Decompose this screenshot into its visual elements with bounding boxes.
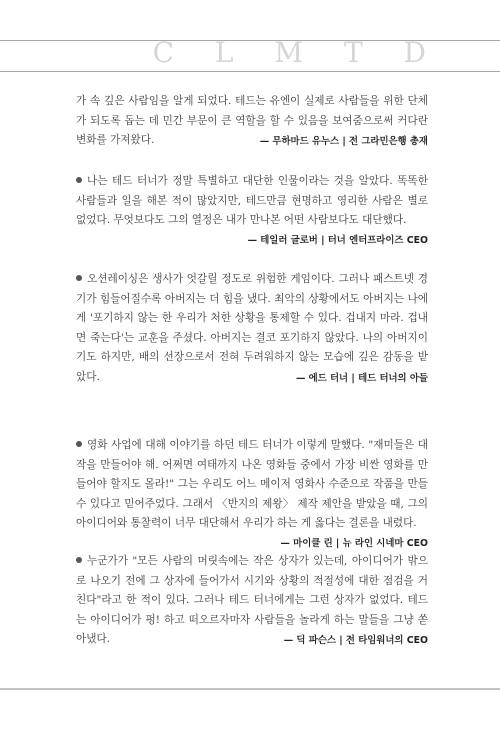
quote-block-5 (76, 552, 428, 648)
quote-text-3: 오션레이싱은 생사가 엇갈릴 정도로 위험한 게임이다. 그러나 패스트넷 경기가 힘들어질수록 아버지는 더 힘을 냈다. 최악의 상황에서도 아버지는 나에게 '포기하지 않는 한 우리가 처한 상황을 통제할 수 있다. 겁내지 마라. 겁내면 죽는다'는 교훈을 주셨다. 아버지는 결코 포기하지 않았다. 나의 아버지이기도 하지만, 배의 선장으로서 전혀 두려워하지 않는 모습에 깊은 감동을 받았다. (76, 273, 428, 383)
quote-block-3 (76, 270, 428, 386)
quote-text-4: 영화 사업에 대해 이야기를 하던 테드 터너가 이렇게 말했다. "재미들은 대작을 만들어야 해. 어쩌면 여태까지 나온 영화들 중에서 가장 비싼 영화를 만들어야 할지도 몰라!" 그는 우리도 어느 메이저 영화사 수준으로 작품을 만들 수 있다고 믿어주었다. 그래서 〈반지의 제왕〉 제작 제안을 받았을 때, 그의 아이디어와 통찰력이 너무 대단해서 우리가 하는 게 옳다는 결론을 내렸다. (76, 439, 428, 530)
quote-attribution-2: — 테일러 글로버 | 터너 엔터프라이즈 CEO (247, 234, 428, 246)
quote-para-4 (76, 436, 428, 534)
bullet-icon (76, 441, 82, 447)
header-rule-bottom (0, 71, 500, 72)
quote-block-1 (76, 92, 428, 149)
quote-para-2 (76, 172, 428, 231)
quote-text-2: 나는 테드 터너가 정말 특별하고 대단한 인물이라는 것을 알았다. 똑똑한 사람들과 일을 해본 적이 많았지만, 테드만큼 현명하고 영리한 사람은 별로 없었다. 무엇보다도 그의 열정은 내가 만나본 어떤 사람보다도 대단했다. (76, 175, 428, 227)
quote-attribution-1: — 무하마드 유누스 | 전 그라민은행 총재 (259, 135, 428, 147)
quote-text-1: 가 속 깊은 사람임을 알게 되었다. 테드는 유엔이 실제로 사람들을 위한 단체가 되도록 돕는 데 민간 부문이 큰 역할을 할 수 있음을 보여줌으로써 커다란 변화를 가져왔다. (76, 95, 428, 147)
quote-block-2 (76, 172, 428, 248)
quote-attribution-5: — 딕 파슨스 | 전 타임워너의 CEO (283, 634, 428, 646)
bullet-icon (76, 177, 82, 183)
bullet-icon (76, 557, 82, 563)
header-brand: C L M T D (152, 36, 442, 69)
quote-text-5: 누군가가 "모든 사람의 머릿속에는 작은 상자가 있는데, 아이디어가 밖으로 나오기 전에 그 상자에 들어가서 시기와 상황의 적절성에 대한 점검을 거친다"라고 한 적이 있다. 그러나 테드 터너에게는 그런 상자가 없었다. 테드는 아이디어가 펑! 하고 떠오르자마자 사람들을 놀라게 하는 말들을 그냥 쏟아냈다. (76, 555, 428, 646)
quote-attribution-3: — 에드 터너 | 테드 터너의 아들 (295, 372, 428, 384)
quote-attribution-4: — 마이클 린 | 뉴 라인 시네마 CEO (280, 537, 428, 549)
quote-block-4 (76, 436, 428, 551)
footer-rule (0, 688, 500, 690)
bullet-icon (76, 275, 82, 281)
